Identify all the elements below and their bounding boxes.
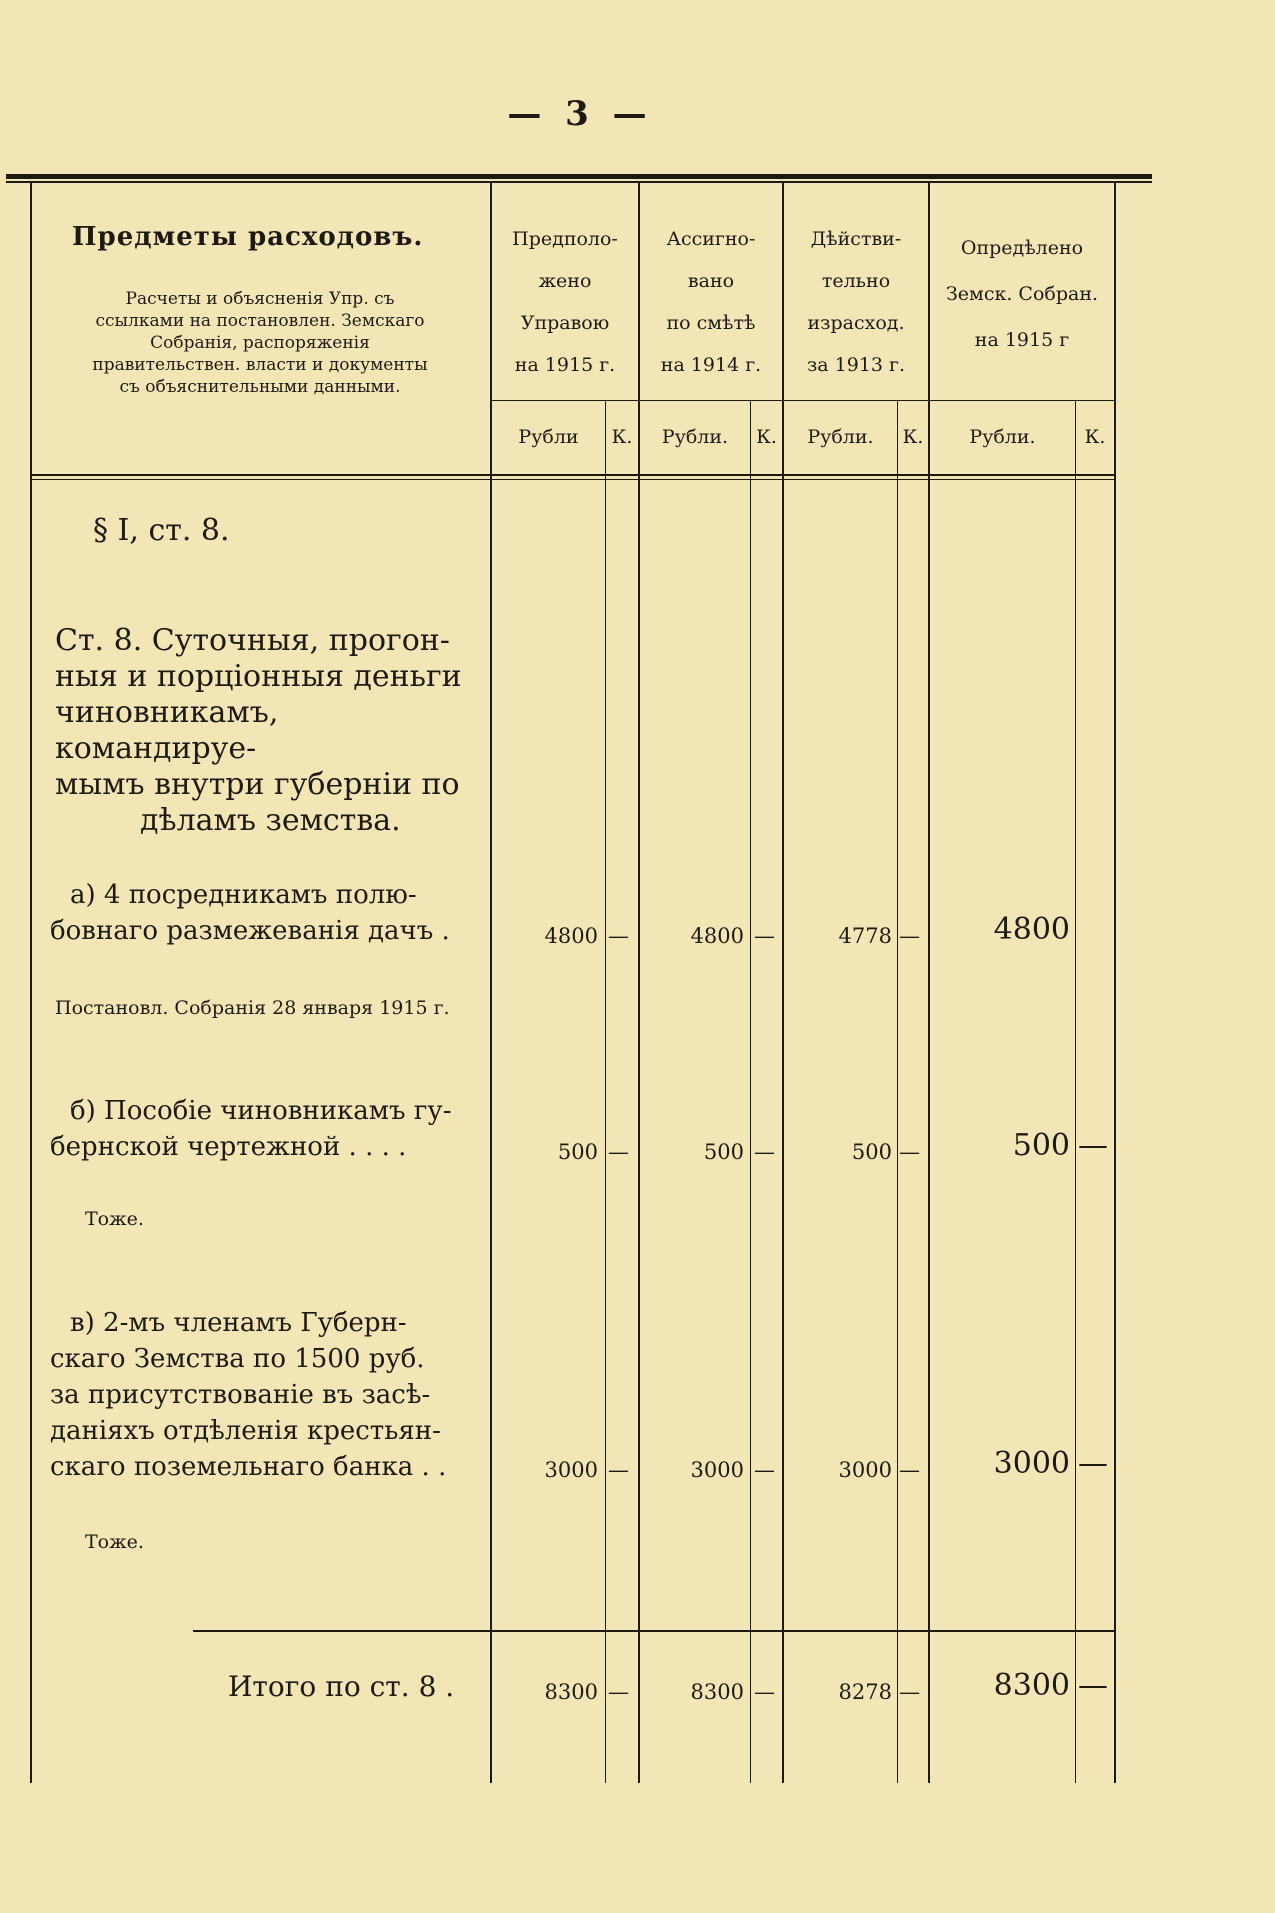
col3-header-line: за 1913 г.	[806, 354, 906, 376]
item-line: б) Пособіе чиновникамъ гу-	[70, 1096, 452, 1126]
article-line: чиновникамъ, командируе-	[55, 695, 279, 766]
article-line: Ст. 8. Суточныя, прогон-	[55, 623, 450, 658]
kop-dash: —	[1078, 1128, 1108, 1163]
value-col1: 4800	[544, 924, 598, 948]
col4-header-line: Опредѣлено	[960, 237, 1084, 259]
col4-header-line: на 1915 г	[974, 329, 1070, 351]
item-line: даніяхъ отдѣленія крестьян-	[50, 1416, 441, 1446]
value-col2: 4800	[690, 924, 744, 948]
col2-header-line: по смѣтѣ	[666, 312, 756, 334]
table-border-left	[30, 183, 32, 1783]
items-column-title: Предметы расходовъ.	[72, 222, 424, 252]
kop-label: К.	[902, 426, 924, 448]
kop-dash: —	[608, 1458, 629, 1482]
header-bottom-rule	[30, 474, 1116, 476]
item-line: бернской чертежной . . . .	[50, 1132, 407, 1162]
total-rule	[193, 1630, 1116, 1632]
col-divider-2	[638, 183, 640, 1783]
total-col1: 8300	[544, 1680, 598, 1704]
col2-header-line: вано	[687, 270, 735, 292]
expense-item-c	[50, 1305, 470, 1485]
kop-dash: —	[899, 1140, 920, 1164]
item-line: скаго поземельнаго банка . .	[50, 1452, 447, 1482]
kop-dash: —	[899, 1680, 920, 1704]
total-label: Итого по ст. 8 .	[228, 1670, 455, 1703]
value-col4: 4800	[993, 912, 1070, 947]
rubles-label: Рубли	[518, 426, 579, 448]
kop-dash: —	[754, 924, 775, 948]
col1-header-line: жено	[538, 270, 592, 292]
item-line: за присутствованіе въ засѣ-	[50, 1380, 431, 1410]
kop-dash: —	[754, 1458, 775, 1482]
article-line: мымъ внутри губерніи по	[55, 767, 460, 802]
expense-item-b	[50, 1093, 470, 1165]
total-col3: 8278	[838, 1680, 892, 1704]
col2-header-line: Ассигно-	[666, 228, 756, 250]
col1-header-line: Управою	[520, 312, 610, 334]
col-divider-1	[490, 183, 492, 1783]
kop-dash: —	[899, 924, 920, 948]
col1-header-line: Предполо-	[512, 228, 618, 250]
kop-dash: —	[1078, 1668, 1108, 1703]
article-line: ныя и порціонныя деньги	[55, 659, 462, 694]
kop-divider-2	[750, 400, 751, 1783]
value-col3: 4778	[838, 924, 892, 948]
col-divider-4	[928, 183, 930, 1783]
item-note: Постановл. Собранія 28 января 1915 г.	[55, 997, 450, 1019]
col2-header	[640, 218, 782, 386]
value-col3: 500	[851, 1140, 892, 1164]
kop-label: К.	[611, 426, 633, 448]
total-col4: 8300	[993, 1668, 1070, 1703]
value-col1: 3000	[544, 1458, 598, 1482]
item-line: в) 2-мъ членамъ Губерн-	[70, 1308, 407, 1338]
col1-header	[492, 218, 638, 386]
rubles-label: Рубли.	[661, 426, 729, 448]
col2-header-line: на 1914 г.	[660, 354, 762, 376]
value-col3: 3000	[838, 1458, 892, 1482]
kop-label: К.	[1084, 426, 1106, 448]
value-col2: 500	[703, 1140, 744, 1164]
header-sub-rule	[490, 400, 1116, 401]
value-col4: 500	[1012, 1128, 1070, 1163]
top-rule-thin	[6, 181, 1152, 183]
kop-divider-4	[1075, 400, 1076, 1783]
kop-divider-3	[897, 400, 898, 1783]
total-col2: 8300	[690, 1680, 744, 1704]
item-note: Тоже.	[85, 1208, 144, 1230]
page-number: — 3 —	[507, 94, 653, 134]
rubles-label: Рубли.	[807, 426, 874, 448]
value-col2: 3000	[690, 1458, 744, 1482]
item-line: а) 4 посредникамъ полю-	[70, 880, 417, 910]
kop-divider-1	[605, 400, 606, 1783]
col4-header-line: Земск. Собран.	[945, 283, 1099, 305]
col3-header-line: Дѣйстви-	[810, 228, 902, 250]
kop-dash: —	[1078, 1446, 1108, 1481]
kop-dash: —	[899, 1458, 920, 1482]
section-heading: § I, ст. 8.	[93, 513, 230, 548]
col-divider-3	[782, 183, 784, 1783]
item-line: бовнаго размежеванія дачъ .	[50, 916, 450, 946]
kop-dash: —	[608, 924, 629, 948]
col3-header-line: тельно	[821, 270, 891, 292]
rubles-label: Рубли.	[969, 426, 1036, 448]
value-col4: 3000	[993, 1446, 1070, 1481]
item-line: скаго Земства по 1500 руб.	[50, 1344, 425, 1374]
col3-header-line: израсход.	[807, 312, 905, 334]
article-line: дѣламъ земства.	[140, 803, 401, 838]
item-note: Тоже.	[85, 1531, 144, 1553]
kop-label: К.	[756, 426, 777, 448]
value-col1: 500	[557, 1140, 598, 1164]
table-border-right	[1114, 183, 1116, 1783]
article-heading	[55, 623, 475, 839]
items-column-explanation: Расчеты и объясненія Упр. съ ссылками на постановлен. Земскаго Собранія, распоряженія правительствен. власти и документы съ объяснительными данными.	[92, 289, 428, 397]
kop-dash: —	[754, 1680, 775, 1704]
col3-header	[784, 218, 928, 386]
kop-dash: —	[754, 1140, 775, 1164]
top-rule	[6, 174, 1152, 179]
kop-dash: —	[608, 1140, 629, 1164]
col4-header	[930, 225, 1114, 363]
col1-header-line: на 1915 г.	[514, 354, 616, 376]
kop-dash: —	[608, 1680, 629, 1704]
expense-item-a	[50, 877, 470, 949]
header-bottom-rule-2	[30, 479, 1116, 480]
